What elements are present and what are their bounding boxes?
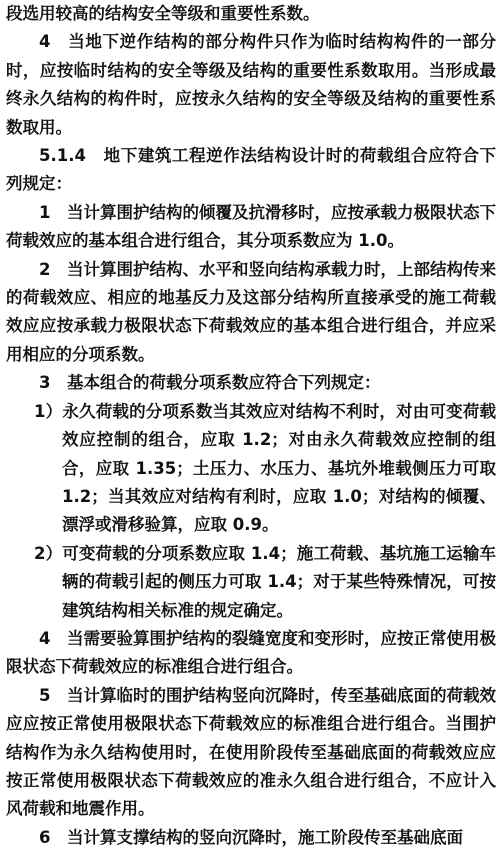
paragraph-continuation (6, 0, 496, 28)
paragraph-text: 当计算临时的围护结构竖向沉降时，传至基础底面的荷载效应应按正常使用极限状态下荷载效应的标准组合进行组合。当围护结构作为永久结构使用时，在使用阶段传至基础底面的荷载效应应按正常使用极限状态下荷载效应的准永久组合进行组合，不应计入风荷载和地震作用。 (6, 685, 497, 819)
item-4 (6, 625, 496, 682)
item-6 (6, 824, 496, 852)
paragraph-text: 当需要验算围护结构的裂缝宽度和变形时，应按正常使用极限状态下荷载效应的标准组合进行组合。 (6, 628, 497, 677)
clause-number: 4 (39, 32, 51, 52)
subitem-number: 1） (34, 401, 63, 421)
paragraph-text: 当计算围护结构的倾覆及抗滑移时，应按承载力极限状态下荷载效应的基本组合进行组合，其分项系数应为 1.0。 (6, 202, 497, 251)
item-3 (6, 369, 496, 397)
item-1 (6, 199, 496, 256)
item-number: 4 (39, 628, 51, 648)
paragraph-text: 当地下逆作结构的部分构件只作为临时结构构件的一部分时，应按临时结构的安全等级及结构的重要性系数取用。当形成最终永久结构的构件时，应按永久结构的安全等级及结构的重要性系数取用。 (6, 32, 497, 137)
paragraph-text: 永久荷载的分项系数当其效应对结构不利时，对由可变荷载效应控制的组合，应取 1.2；对由永久荷载效应控制的组合，应取 1.35；土压力、水压力、基坑外堆载侧压力可取 1.2；当其效应对结构有利时，应取 1.0；对结构的倾覆、漂浮或滑移验算，应取 0.9。 (62, 401, 497, 535)
subitem-2 (6, 540, 496, 625)
item-number: 6 (39, 827, 51, 847)
item-number: 1 (39, 202, 51, 222)
item-2 (6, 256, 496, 370)
paragraph-text: 基本组合的荷载分项系数应符合下列规定： (66, 373, 381, 393)
subitem-1 (6, 398, 496, 540)
item-number: 5 (39, 685, 51, 705)
item-number: 3 (39, 373, 51, 393)
paragraph-text: 当计算围护结构、水平和竖向结构承载力时，上部结构传来的荷载效应、相应的地基反力及这部分结构所直接承受的施工荷载效应应按承载力极限状态下荷载效应的基本组合进行组合，并应采用相应的分项系数。 (6, 259, 497, 364)
item-5 (6, 682, 496, 824)
subitem-number: 2） (34, 543, 63, 563)
paragraph-text: 段选用较高的结构安全等级和重要性系数。 (6, 4, 320, 23)
clause-4 (6, 28, 496, 142)
item-number: 2 (39, 259, 51, 279)
section-5-1-4 (6, 142, 496, 199)
section-number: 5.1.4 (39, 146, 86, 166)
paragraph-text: 地下建筑工程逆作法结构设计时的荷载组合应符合下列规定： (6, 146, 497, 194)
paragraph-text: 当计算支撑结构的竖向沉降时，施工阶段传至基础底面 (66, 827, 463, 847)
paragraph-text: 可变荷载的分项系数应取 1.4；施工荷载、基坑施工运输车辆的荷载引起的侧压力可取 1.4；对于某些特殊情况，可按建筑结构相关标准的规定确定。 (62, 543, 496, 620)
